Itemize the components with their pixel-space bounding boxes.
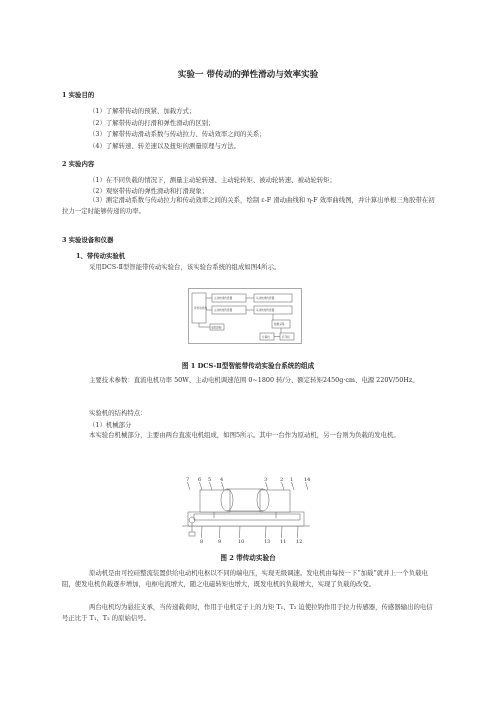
callout-number: 1 bbox=[290, 477, 294, 483]
figure-2-top-callouts bbox=[186, 477, 310, 490]
figure-2-caption: 图 2 带传动实验台 bbox=[220, 554, 276, 562]
section-1-heading: 1 实验目的 bbox=[62, 91, 95, 99]
callout-number: 11 bbox=[280, 539, 287, 545]
callout-number: 14 bbox=[304, 477, 311, 483]
callout-number: 12 bbox=[296, 539, 303, 545]
subsection-heading: 1、带传动实验机 bbox=[76, 252, 126, 260]
paragraph: 实验机的结构特点： bbox=[89, 409, 147, 417]
section-3-heading: 3 实验设备和仪器 bbox=[62, 236, 114, 244]
svg-text:从动转速传感器: 从动转速传感器 bbox=[256, 297, 275, 300]
svg-text:从动转矩传感器: 从动转矩传感器 bbox=[256, 309, 275, 312]
figure-2-bottom-callouts bbox=[200, 526, 302, 545]
list-item: （1）了解带传动的预紧、加载方式； bbox=[89, 107, 196, 115]
callout-number: 3 bbox=[264, 477, 268, 483]
motor-left bbox=[200, 490, 230, 512]
callout-number: 6 bbox=[198, 477, 202, 483]
figure-1-caption: 图 1 DCS-Ⅱ型智能带传动实验台系统的组成 bbox=[181, 362, 315, 370]
paragraph: 两台电机均为悬挂支承，当传递载荷时，作用于电机定子上的力矩 T₁、T₂ 迫使拉钩作用于拉力传感器，传感器输出的电信号正比于 T₁、T₂ 的原始信号。 bbox=[62, 603, 433, 622]
paragraph: （1）机械部分 bbox=[89, 421, 132, 429]
svg-text:电机控制: 电机控制 bbox=[211, 326, 222, 330]
callout-number: 10 bbox=[238, 539, 245, 545]
paragraph: 原动机是由可控硅整流装置供给电动机电枢以不同的端电压，实现无级调速。发电机由每按一下“加载”就并上一个负载电阻，使发电机负载逐步增加，电枢电流增大，随之电磁转矩也增大，既发电机的负载增大，实现了负载的改变。 bbox=[62, 569, 428, 588]
list-item: （4）了解转速、转差速以及扭矩的测量原理与方法。 bbox=[89, 142, 241, 150]
list-item: （2）了解带传动的打滑和弹性滑动的区别； bbox=[89, 119, 215, 127]
motor-right bbox=[260, 490, 290, 512]
svg-text:计算机: 计算机 bbox=[262, 336, 270, 339]
paragraph: 主要技术参数：直流电机功率 50W、主动电机调速范围 0~1800 转/分、额定转矩2450g·cm、电源 220V/50Hz。 bbox=[89, 376, 419, 384]
rail bbox=[194, 514, 300, 520]
figure-1-block-diagram bbox=[188, 288, 302, 344]
callout-number: 8 bbox=[200, 539, 204, 545]
svg-text:主动转矩传感器: 主动转矩传感器 bbox=[214, 309, 233, 312]
callout-number: 4 bbox=[220, 477, 224, 483]
callout-number: 7 bbox=[186, 477, 190, 483]
figure-2-test-bench-drawing bbox=[180, 474, 312, 546]
callout-number: 5 bbox=[208, 477, 212, 483]
svg-text:数据采集: 数据采集 bbox=[274, 323, 285, 326]
svg-text:主动转速传感器: 主动转速传感器 bbox=[214, 297, 233, 300]
paragraph: 采用DCS-Ⅱ型智能带传动实验台，该实验台系统的组成如图4所示。 bbox=[89, 263, 281, 271]
transmission-label: 带传动机构 bbox=[194, 307, 207, 310]
list-item: （2）观察带传动的弹性滑动和打滑现象； bbox=[89, 187, 209, 195]
svg-text:打印机: 打印机 bbox=[282, 336, 290, 339]
list-item: （1）在不同负载的情况下，测量主动轮转速、主动轮转矩、被动轮转速、被动轮转矩； bbox=[89, 176, 336, 184]
weight bbox=[189, 532, 195, 536]
page-title: 实验一 带传动的弹性滑动与效率实验 bbox=[177, 70, 319, 80]
callout-number: 2 bbox=[280, 477, 284, 483]
section-2-heading: 2 实验内容 bbox=[62, 160, 95, 168]
paragraph: （3）测定滑动系数与传动拉力和传动效率之间的关系，绘制 ε-F 滑动曲线和 η-F 效率曲线图，并计算出单根三角胶带在初拉力一定时能够传递的功率。 bbox=[62, 196, 435, 215]
list-item: （3）了解带传动滑动系数与传动拉力、传动效率之间的关系； bbox=[89, 130, 266, 138]
callout-number: 9 bbox=[218, 539, 222, 545]
paragraph: 本实验台机械部分，主要由两台直流电机组成，如图5所示。其中一台作为原动机，另一台则为负载的发电机。 bbox=[89, 431, 400, 439]
callout-number: 13 bbox=[264, 539, 271, 545]
